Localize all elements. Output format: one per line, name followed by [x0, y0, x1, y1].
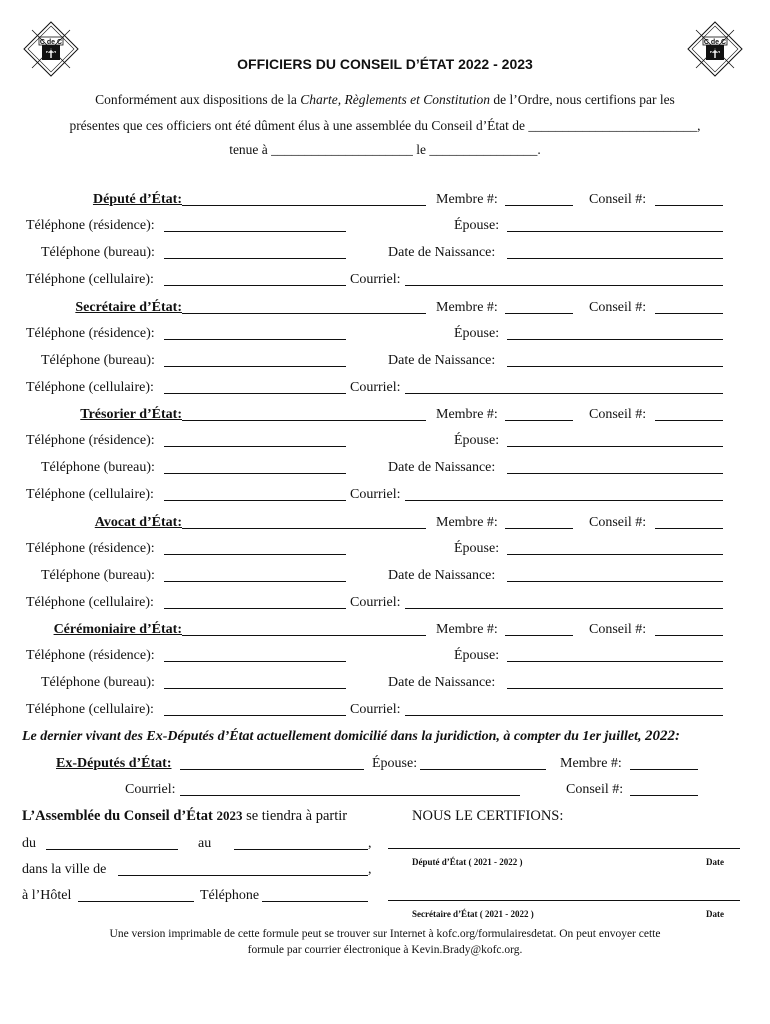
- membre-number-field-0[interactable]: [505, 191, 573, 206]
- courriel-label: Courriel:: [350, 379, 401, 395]
- certify-heading: NOUS LE CERTIFIONS:: [412, 808, 564, 824]
- tel-residence-field-2[interactable]: [164, 432, 346, 447]
- conseil-label: Conseil #:: [589, 407, 647, 422]
- past-deputy-name-field[interactable]: [180, 755, 364, 770]
- assembly-date-from-field[interactable]: [46, 835, 178, 850]
- conseil-number-field-1[interactable]: [655, 299, 723, 314]
- conseil-number-field-0[interactable]: [655, 191, 723, 206]
- membre-number-field-3[interactable]: [505, 514, 573, 529]
- tel-residence-field-0[interactable]: [164, 217, 346, 232]
- secretary-date-label: Date: [706, 909, 724, 919]
- assembly-telephone-field[interactable]: [262, 887, 368, 902]
- epouse-label: Épouse:: [454, 540, 500, 556]
- officer-name-field-0[interactable]: [182, 191, 426, 206]
- footer-line-2: formule par courrier électronique à Kevin.Brady@kofc.org.: [247, 944, 523, 956]
- past-deputy-label: Ex-Députés d’État:: [56, 756, 172, 771]
- date-naissance-label: Date de Naissance:: [388, 567, 496, 583]
- date-naissance-field-4[interactable]: [507, 674, 723, 689]
- tel-cellulaire-field-4[interactable]: [164, 701, 346, 716]
- tel-bureau-field-1[interactable]: [164, 352, 346, 367]
- officer-title-4: Cérémoniaire d’État:: [53, 622, 182, 637]
- officer-name-field-4[interactable]: [182, 621, 426, 636]
- tel-bureau-label: Téléphone (bureau):: [41, 245, 155, 260]
- tel-residence-field-1[interactable]: [164, 325, 346, 340]
- membre-number-field-4[interactable]: [505, 621, 573, 636]
- epouse-field-4[interactable]: [507, 647, 723, 662]
- tel-bureau-field-4[interactable]: [164, 674, 346, 689]
- tel-bureau-label: Téléphone (bureau):: [41, 675, 155, 690]
- tel-cellulaire-field-2[interactable]: [164, 486, 346, 501]
- tel-residence-label: Téléphone (résidence):: [26, 433, 155, 448]
- conseil-label: Conseil #:: [589, 192, 647, 207]
- conseil-label: Conseil #:: [589, 622, 647, 637]
- tel-residence-label: Téléphone (résidence):: [26, 648, 155, 663]
- assembly-hotel-label: à l’Hôtel: [22, 888, 72, 903]
- assembly-telephone-label: Téléphone: [200, 888, 260, 903]
- epouse-label: Épouse:: [454, 433, 500, 448]
- past-deputy-courriel-label: Courriel:: [125, 782, 176, 797]
- tel-residence-label: Téléphone (résidence):: [26, 540, 155, 556]
- tel-cellulaire-field-3[interactable]: [164, 594, 346, 609]
- membre-label: Membre #:: [436, 622, 498, 637]
- conseil-number-field-2[interactable]: [655, 406, 723, 421]
- secretary-signature-label: Secrétaire d’État ( 2021 - 2022 ): [412, 909, 534, 919]
- membre-label: Membre #:: [436, 299, 498, 315]
- epouse-label: Épouse:: [454, 648, 500, 663]
- conseil-number-field-4[interactable]: [655, 621, 723, 636]
- past-deputy-conseil-field[interactable]: [630, 781, 698, 796]
- assembly-city-label: dans la ville de: [22, 862, 107, 877]
- footer-line-1: Une version imprimable de cette formule peut se trouver sur Internet à kofc.org/formulairesdetat. On peut envoyer cette: [109, 928, 661, 940]
- epouse-label: Épouse:: [454, 325, 500, 341]
- membre-label: Membre #:: [436, 192, 498, 207]
- officer-name-field-1[interactable]: [182, 299, 426, 314]
- epouse-label: Épouse:: [454, 218, 500, 233]
- tel-bureau-field-2[interactable]: [164, 459, 346, 474]
- date-naissance-label: Date de Naissance:: [388, 460, 496, 475]
- assembly-city-field[interactable]: [118, 861, 368, 876]
- deputy-signature-label: Député d’État ( 2021 - 2022 ): [412, 857, 523, 867]
- past-deputy-conseil-label: Conseil #:: [566, 782, 624, 797]
- courriel-field-3[interactable]: [405, 594, 723, 609]
- membre-label: Membre #:: [436, 407, 498, 422]
- officer-name-field-3[interactable]: [182, 514, 426, 529]
- deputy-signature-line[interactable]: [388, 848, 740, 849]
- past-deputy-membre-field[interactable]: [630, 755, 698, 770]
- courriel-label: Courriel:: [350, 594, 401, 610]
- tel-cellulaire-label: Téléphone (cellulaire):: [26, 702, 154, 717]
- tel-cellulaire-field-0[interactable]: [164, 271, 346, 286]
- officer-title-1: Secrétaire d’État:: [75, 299, 182, 315]
- date-naissance-field-1[interactable]: [507, 352, 723, 367]
- courriel-label: Courriel:: [350, 272, 401, 287]
- officer-title-3: Avocat d’État:: [94, 514, 182, 530]
- intro-line-1: Conformément aux dispositions de la Charte, Règlements et Constitution de l’Ordre, nous certifions par les: [95, 92, 675, 107]
- date-naissance-label: Date de Naissance:: [388, 245, 496, 260]
- officer-name-field-2[interactable]: [182, 406, 426, 421]
- comma: ,: [368, 836, 372, 851]
- date-naissance-label: Date de Naissance:: [388, 675, 496, 690]
- courriel-field-0[interactable]: [405, 271, 723, 286]
- date-naissance-field-2[interactable]: [507, 459, 723, 474]
- intro-line-3: tenue à _____________________ le ________________.: [229, 142, 541, 157]
- courriel-label: Courriel:: [350, 487, 401, 502]
- past-deputy-epouse-label: Épouse:: [372, 756, 418, 771]
- svg-text:C de C: C de C: [39, 39, 63, 46]
- tel-bureau-label: Téléphone (bureau):: [41, 352, 155, 368]
- past-deputy-epouse-field[interactable]: [420, 755, 546, 770]
- epouse-field-0[interactable]: [507, 217, 723, 232]
- tel-cellulaire-label: Téléphone (cellulaire):: [26, 379, 154, 395]
- tel-cellulaire-field-1[interactable]: [164, 379, 346, 394]
- officer-title-0: Député d’État:: [92, 192, 182, 207]
- tel-bureau-field-3[interactable]: [164, 567, 346, 582]
- conseil-number-field-3[interactable]: [655, 514, 723, 529]
- tel-residence-field-4[interactable]: [164, 647, 346, 662]
- assembly-date-to-field[interactable]: [234, 835, 368, 850]
- courriel-label: Courriel:: [350, 702, 401, 717]
- date-naissance-field-0[interactable]: [507, 244, 723, 259]
- membre-number-field-2[interactable]: [505, 406, 573, 421]
- secretary-signature-line[interactable]: [388, 900, 740, 901]
- epouse-field-3[interactable]: [507, 540, 723, 555]
- svg-text:C de C: C de C: [703, 39, 727, 46]
- intro-line-2: présentes que ces officiers ont été dûment élus à une assemblée du Conseil d’État de _________________________,: [69, 118, 701, 133]
- date-naissance-field-3[interactable]: [507, 567, 723, 582]
- tel-residence-label: Téléphone (résidence):: [26, 218, 155, 233]
- membre-number-field-1[interactable]: [505, 299, 573, 314]
- officer-title-2: Trésorier d’État:: [80, 407, 182, 422]
- epouse-field-2[interactable]: [507, 432, 723, 447]
- comma: ,: [368, 862, 372, 877]
- courriel-field-4[interactable]: [405, 701, 723, 716]
- tel-cellulaire-label: Téléphone (cellulaire):: [26, 594, 154, 610]
- conseil-label: Conseil #:: [589, 514, 647, 530]
- tel-cellulaire-label: Téléphone (cellulaire):: [26, 487, 154, 502]
- epouse-field-1[interactable]: [507, 325, 723, 340]
- courriel-field-1[interactable]: [405, 379, 723, 394]
- courriel-field-2[interactable]: [405, 486, 723, 501]
- conseil-label: Conseil #:: [589, 299, 647, 315]
- past-deputy-statement: Le dernier vivant des Ex-Députés d’État actuellement domicilié dans la juridiction, à compter du 1er juillet, 2022:: [22, 728, 680, 744]
- past-deputy-membre-label: Membre #:: [560, 756, 622, 771]
- date-naissance-label: Date de Naissance:: [388, 352, 496, 368]
- past-deputy-courriel-field[interactable]: [180, 781, 520, 796]
- tel-cellulaire-label: Téléphone (cellulaire):: [26, 272, 154, 287]
- assembly-du-label: du: [22, 836, 36, 851]
- assembly-au-label: au: [198, 836, 212, 851]
- assembly-statement: L’Assemblée du Conseil d’État 2023 se tiendra à partir: [22, 808, 348, 824]
- tel-residence-field-3[interactable]: [164, 540, 346, 555]
- tel-bureau-label: Téléphone (bureau):: [41, 567, 155, 583]
- assembly-hotel-field[interactable]: [78, 887, 194, 902]
- form-title: OFFICIERS DU CONSEIL D’ÉTAT 2022 - 2023: [237, 56, 533, 72]
- tel-residence-label: Téléphone (résidence):: [26, 325, 155, 341]
- tel-bureau-label: Téléphone (bureau):: [41, 460, 155, 475]
- tel-bureau-field-0[interactable]: [164, 244, 346, 259]
- membre-label: Membre #:: [436, 514, 498, 530]
- deputy-date-label: Date: [706, 857, 724, 867]
